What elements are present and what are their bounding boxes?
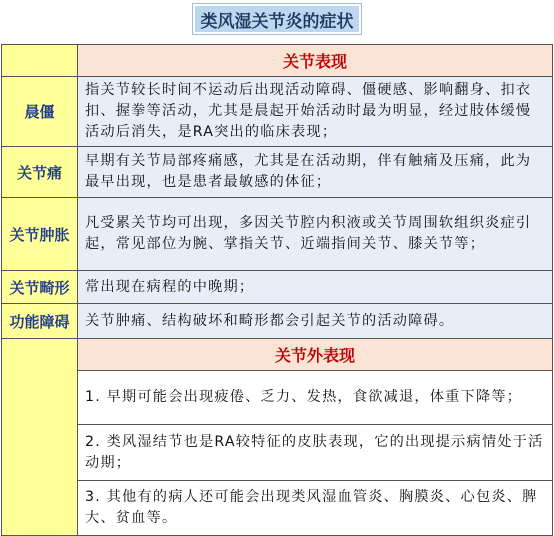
table-row [2,147,553,198]
extra-section-header: 关节外表现 [78,339,553,371]
row-text: 常出现在病程的中晚期； [78,271,553,304]
row-text: 指关节较长时间不运动后出现活动障碍、僵硬感、影响翻身、扣衣扣、握拳等活动，尤其是晨起开始活动时最为明显，经过肢体缓慢活动后消失，是RA突出的临床表现； [78,77,553,147]
row-label: 关节痛 [2,147,78,198]
row-text: 凡受累关节均可出现，多因关节腔内积液或关节周围软组织炎症引起，常见部位为腕、掌指关节、近端指间关节、膝关节等； [78,198,553,271]
row-text: 早期有关节局部疼痛感，尤其是在活动期，伴有触痛及压痛，此为最早出现，也是患者最敏感的体征； [78,147,553,198]
row-label: 功能障碍 [2,304,78,339]
list-item [2,425,553,481]
table-row [2,77,553,147]
row-label: 关节肿胀 [2,198,78,271]
symptoms-table [1,44,553,536]
table-row [2,304,553,339]
left-empty-cell [2,339,78,536]
extra-item-text: 1. 早期可能会出现疲倦、乏力、发热，食欲减退，体重下降等； [78,371,553,425]
row-label: 晨僵 [2,77,78,147]
extra-item-text: 3. 其他有的病人还可能会出现类风湿血管炎、胸膜炎、心包炎、脾大、贫血等。 [78,481,553,536]
list-item [2,371,553,425]
left-empty-cell [2,45,78,77]
joint-section-header: 关节表现 [78,45,553,77]
page-title: 类风湿关节炎的症状 [193,4,361,34]
table-row [2,198,553,271]
table-row [2,271,553,304]
extra-item-text: 2. 类风湿结节也是RA较特征的皮肤表现，它的出现提示病情处于活动期； [78,425,553,481]
row-text: 关节肿痛、结构破坏和畸形都会引起关节的活动障碍。 [78,304,553,339]
list-item [2,481,553,536]
row-label: 关节畸形 [2,271,78,304]
